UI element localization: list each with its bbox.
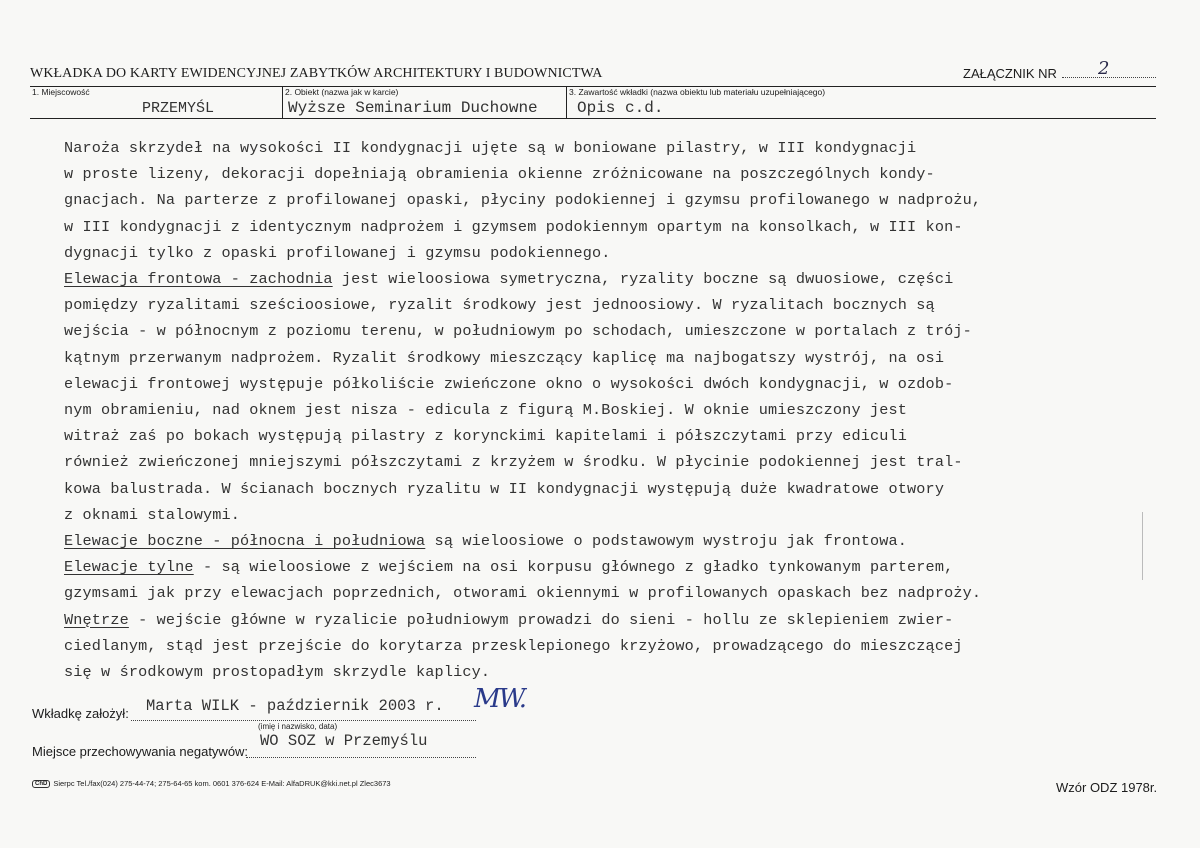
storage-value: WO SOZ w Przemyślu <box>260 732 428 750</box>
text-rear-elevations: - są wieloosiowe z wejściem na osi korpusu głównego z gładko tynkowanym parterem, gzymsami jak przy elewacjach poprzednich, otworami okiennymi w profilowanych opaskach bez nadproży. <box>64 558 982 603</box>
paragraph-side-elevations <box>64 528 1154 554</box>
paragraph-corners: Naroża skrzydeł na wysokości II kondygnacji ujęte są w boniowane pilastry, w III kondygnacji w proste lizeny, dekoracji dopełniają obramienia okienne zróżnicowane na poszczególnych kondy- gnacjach. Na parterze z profilowanej opaski, płyciny podokiennej i gzymsu profilowanego w nadprożu, w III kondygnacji z identycznym nadprożem i gzymsem podokiennym opartym na konsolkach, w III kon- dygnacji tylko z opaski profilowanej i gzymsu podokiennego. <box>64 139 982 262</box>
header-bottom-rule <box>30 118 1156 119</box>
text-interior: - wejście główne w ryzalicie południowym prowadzi do sieni - hollu ze sklepieniem zwier- ciedlanym, stąd jest przejście do korytarza przesklepionego krzyżowo, prowadzącego do mieszczącej się w środkowym prostopadłym skrzydle kaplicy. <box>64 610 963 682</box>
storage-line <box>246 757 476 758</box>
field-divider-1 <box>282 87 283 118</box>
field-divider-2 <box>566 87 567 118</box>
paragraph-rear-elevations <box>64 554 1154 606</box>
signature: MW. <box>474 684 526 714</box>
text-side-elevations: są wieloosiowe o podstawowym wystroju jak frontowa. <box>425 532 908 551</box>
margin-mark <box>1142 512 1143 580</box>
locality-value: PRZEMYŚL <box>142 100 215 117</box>
name-date-hint: (imię i nazwisko, data) <box>258 722 338 731</box>
printer-logo: ChD <box>32 780 50 788</box>
locality-label: 1. Miejscowość <box>32 87 90 97</box>
printer-info-line <box>32 779 391 788</box>
annex-label: ZAŁĄCZNIK NR <box>963 66 1057 81</box>
heading-interior: Wnętrze <box>64 610 129 629</box>
content-label: 3. Zawartość wkładki (nazwa obiektu lub materiału uzupełniającego) <box>569 87 826 97</box>
object-value: Wyższe Seminarium Duchowne <box>288 99 538 117</box>
content-value: Opis c.d. <box>577 99 664 117</box>
prepared-by-line <box>131 720 476 721</box>
object-label: 2. Obiekt (nazwa jak w karcie) <box>285 87 399 97</box>
prepared-by-label: Wkładkę założył: <box>32 706 129 721</box>
heading-side-elevations: Elewacje boczne - północna i południowa <box>64 532 426 551</box>
form-code: Wzór ODZ 1978r. <box>1056 780 1158 795</box>
description-body <box>64 135 1154 685</box>
paragraph-front-elevation <box>64 266 1154 528</box>
printer-info: Sierpc Tel./fax(024) 275-44-74; 275-64-65 kom. 0601 376-624 E-Mail: AlfaDRUK@kki.net.pl Zlec3673 <box>53 779 391 788</box>
text-front-elevation: jest wieloosiowa symetryczna, ryzality boczne są dwuosiowe, części pomiędzy ryzalitami sześcioosiowe, ryzalit środkowy jest jednoosiowy. W ryzalitach bocznych są wejścia - w północnym z poziomu terenu, w południowym po schodach, umieszczone w portalach z trój- kątnym przerwanym nadprożem. Ryzalit środkowy mieszczący kaplicę ma najbogatszy wystrój, na osi elewacji frontowej występuje półkoliście zwieńczone okno o wysokości dwóch kondygnacji, w ozdob- nym obramieniu, nad oknem jest nisza - edicula z figurą M.Boskiej. W oknie umieszczony jest witraż zaś po bokach występują pilastry z korynckimi kapitelami i półszczytami przy ediculi również zwieńczonej mniejszymi półszczytami z krzyżem w środku. W płycinie podokiennej jest tral- kowa balustrada. W ścianach bocznych ryzalitu w II kondygnacji występują duże kwadratowe otwory z oknami stalowymi. <box>64 270 972 524</box>
form-title: WKŁADKA DO KARTY EWIDENCYJNEJ ZABYTKÓW ARCHITEKTURY I BUDOWNICTWA <box>30 66 603 81</box>
paragraph-interior <box>64 607 1154 686</box>
annex-number: 2 <box>1098 58 1110 79</box>
heading-rear-elevations: Elewacje tylne <box>64 558 194 577</box>
prepared-by-value: Marta WILK - październik 2003 r. <box>146 697 444 715</box>
heading-front-elevation: Elewacja frontowa - zachodnia <box>64 270 333 289</box>
storage-label: Miejsce przechowywania negatywów: <box>32 744 249 759</box>
